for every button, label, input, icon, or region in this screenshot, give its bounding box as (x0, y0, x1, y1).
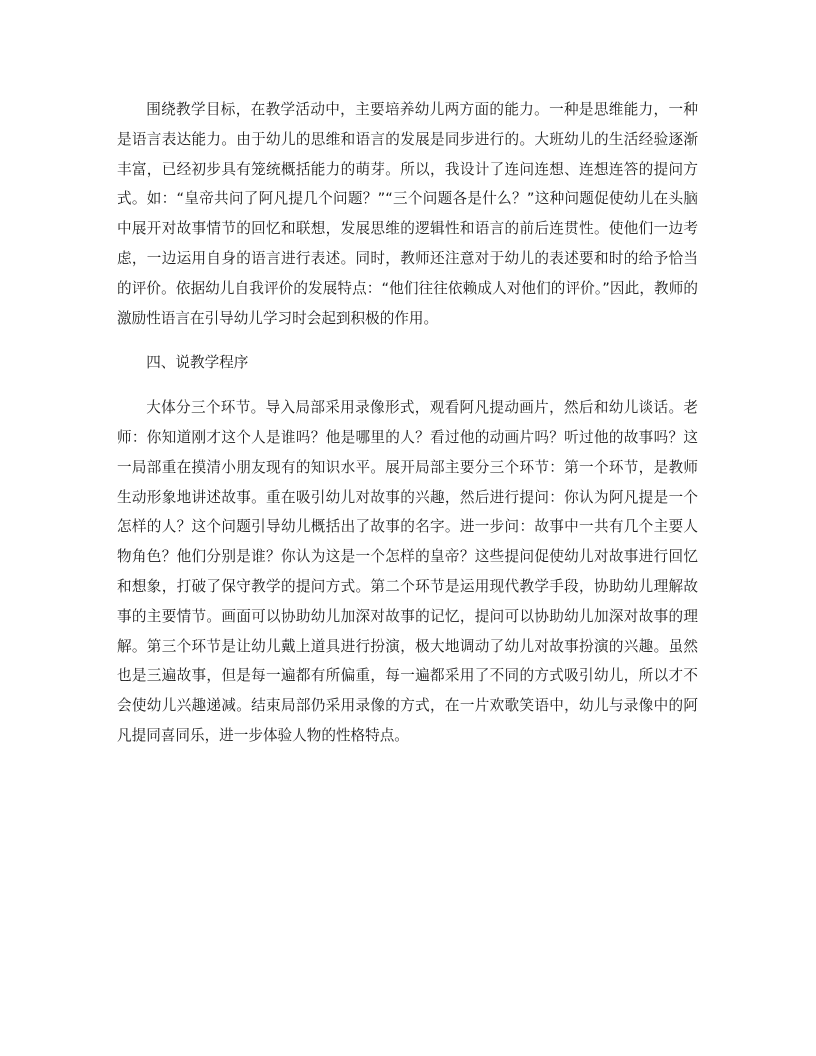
document-body (117, 95, 698, 751)
paragraph-teaching-goals: 围绕教学目标，在教学活动中，主要培养幼儿两方面的能力。一种是思维能力，一种是语言表达能力。由于幼儿的思维和语言的发展是同步进行的。大班幼儿的生活经验逐渐丰富，已经初步具有笼统概括能力的萌芽。所以，我设计了连问连想、连想连答的提问方式。如：“皇帝共问了阿凡提几个问题？”“三个问题各是什么？”这种问题促使幼儿在头脑中展开对故事情节的回忆和联想，发展思维的逻辑性和语言的前后连贯性。使他们一边考虑，一边运用自身的语言进行表述。同时，教师还注意对于幼儿的表述要和时的给予恰当的评价。依据幼儿自我评价的发展特点：“他们往往依赖成人对他们的评价。”因此，教师的激励性语言在引导幼儿学习时会起到积极的作用。 (117, 101, 698, 327)
paragraph-teaching-procedure: 大体分三个环节。导入局部采用录像形式，观看阿凡提动画片，然后和幼儿谈话。老师：你知道刚才这个人是谁吗？他是哪里的人？看过他的动画片吗？听过他的故事吗？这一局部重在摸清小朋友现有的知识水平。展开局部主要分三个环节：第一个环节，是教师生动形象地讲述故事。重在吸引幼儿对故事的兴趣，然后进行提问：你认为阿凡提是一个怎样的人？这个问题引导幼儿概括出了故事的名字。进一步问：故事中一共有几个主要人物角色？他们分别是谁？你认为这是一个怎样的皇帝？这些提问促使幼儿对故事进行回忆和想象，打破了保守教学的提问方式。第二个环节是运用现代教学手段，协助幼儿理解故事的主要情节。画面可以协助幼儿加深对故事的记忆，提问可以协助幼儿加深对故事的理解。第三个环节是让幼儿戴上道具进行扮演，极大地调动了幼儿对故事扮演的兴趣。虽然也是三遍故事，但是每一遍都有所偏重，每一遍都采用了不同的方式吸引幼儿，所以才不会使幼儿兴趣递减。结束局部仍采用录像的方式，在一片欢歌笑语中，幼儿与录像中的阿凡提同喜同乐，进一步体验人物的性格特点。 (117, 399, 698, 744)
section-heading: 四、说教学程序 (146, 354, 249, 372)
